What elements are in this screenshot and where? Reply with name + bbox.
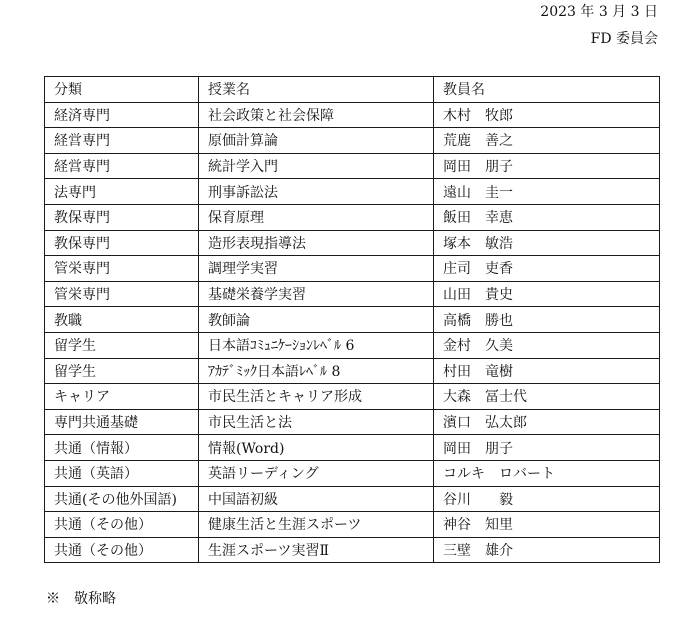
table-row bbox=[45, 409, 660, 435]
table-row bbox=[45, 435, 660, 461]
cell-category: 経営専門 bbox=[45, 128, 199, 154]
table-row bbox=[45, 307, 660, 333]
cell-instructor: コルキ ロバート bbox=[434, 460, 660, 486]
cell-course: 生涯スポーツ実習Ⅱ bbox=[199, 537, 434, 563]
cell-instructor: 岡田 朋子 bbox=[434, 435, 660, 461]
cell-course: 造形表現指導法 bbox=[199, 230, 434, 256]
cell-course: 情報(Word) bbox=[199, 435, 434, 461]
cell-instructor: 荒鹿 善之 bbox=[434, 128, 660, 154]
cell-category: キャリア bbox=[45, 384, 199, 410]
cell-category: 共通(その他外国語) bbox=[45, 486, 199, 512]
column-header-instructor: 教員名 bbox=[434, 77, 660, 103]
cell-category: 教職 bbox=[45, 307, 199, 333]
column-header-course: 授業名 bbox=[199, 77, 434, 103]
cell-course: 健康生活と生涯スポーツ bbox=[199, 512, 434, 538]
table-row bbox=[45, 128, 660, 154]
cell-category: 法専門 bbox=[45, 179, 199, 205]
cell-instructor: 濱口 弘太郎 bbox=[434, 409, 660, 435]
cell-category: 経済専門 bbox=[45, 102, 199, 128]
cell-course: 市民生活と法 bbox=[199, 409, 434, 435]
cell-instructor: 木村 牧郎 bbox=[434, 102, 660, 128]
cell-course: 基礎栄養学実習 bbox=[199, 281, 434, 307]
footnote: ※ 敬称略 bbox=[46, 591, 116, 607]
cell-instructor: 庄司 吏香 bbox=[434, 256, 660, 282]
cell-category: 共通（英語） bbox=[45, 460, 199, 486]
table-row bbox=[45, 281, 660, 307]
cell-category: 経営専門 bbox=[45, 153, 199, 179]
table-header-row bbox=[45, 77, 660, 103]
cell-category: 共通（情報） bbox=[45, 435, 199, 461]
table-row bbox=[45, 204, 660, 230]
cell-instructor: 金村 久美 bbox=[434, 332, 660, 358]
cell-course: 英語リーディング bbox=[199, 460, 434, 486]
table-body bbox=[45, 102, 660, 563]
cell-category: 共通（その他） bbox=[45, 537, 199, 563]
cell-category: 管栄専門 bbox=[45, 256, 199, 282]
cell-instructor: 高橋 勝也 bbox=[434, 307, 660, 333]
cell-category: 留学生 bbox=[45, 332, 199, 358]
document-date: 2023 年 3 月 3 日 bbox=[540, 4, 658, 20]
table-row bbox=[45, 153, 660, 179]
cell-course: 調理学実習 bbox=[199, 256, 434, 282]
cell-instructor: 三壁 雄介 bbox=[434, 537, 660, 563]
cell-instructor: 大森 冨士代 bbox=[434, 384, 660, 410]
cell-course: ｱｶﾃﾞﾐｯｸ日本語ﾚﾍﾞﾙ 8 bbox=[199, 358, 434, 384]
cell-course: 中国語初級 bbox=[199, 486, 434, 512]
cell-course: 市民生活とキャリア形成 bbox=[199, 384, 434, 410]
cell-category: 留学生 bbox=[45, 358, 199, 384]
cell-instructor: 山田 貴史 bbox=[434, 281, 660, 307]
cell-course: 統計学入門 bbox=[199, 153, 434, 179]
cell-category: 専門共通基礎 bbox=[45, 409, 199, 435]
cell-instructor: 村田 竜樹 bbox=[434, 358, 660, 384]
cell-instructor: 岡田 朋子 bbox=[434, 153, 660, 179]
cell-category: 共通（その他） bbox=[45, 512, 199, 538]
table-row bbox=[45, 512, 660, 538]
table-row bbox=[45, 332, 660, 358]
cell-category: 教保専門 bbox=[45, 204, 199, 230]
cell-course: 日本語ｺﾐｭﾆｹｰｼｮﾝﾚﾍﾞﾙ 6 bbox=[199, 332, 434, 358]
cell-course: 原価計算論 bbox=[199, 128, 434, 154]
cell-instructor: 塚本 敏浩 bbox=[434, 230, 660, 256]
cell-instructor: 遠山 圭一 bbox=[434, 179, 660, 205]
cell-course: 社会政策と社会保障 bbox=[199, 102, 434, 128]
table-row bbox=[45, 460, 660, 486]
cell-category: 管栄専門 bbox=[45, 281, 199, 307]
cell-instructor: 飯田 幸恵 bbox=[434, 204, 660, 230]
column-header-category: 分類 bbox=[45, 77, 199, 103]
table-row bbox=[45, 537, 660, 563]
cell-instructor: 神谷 知里 bbox=[434, 512, 660, 538]
cell-course: 刑事訴訟法 bbox=[199, 179, 434, 205]
document-author: FD 委員会 bbox=[590, 31, 658, 47]
table-row bbox=[45, 384, 660, 410]
cell-category: 教保専門 bbox=[45, 230, 199, 256]
cell-course: 教師論 bbox=[199, 307, 434, 333]
table-row bbox=[45, 256, 660, 282]
table-row bbox=[45, 230, 660, 256]
table-row bbox=[45, 486, 660, 512]
table-row bbox=[45, 102, 660, 128]
cell-course: 保育原理 bbox=[199, 204, 434, 230]
course-table bbox=[44, 76, 660, 563]
cell-instructor: 谷川 毅 bbox=[434, 486, 660, 512]
table-row bbox=[45, 179, 660, 205]
table-row bbox=[45, 358, 660, 384]
